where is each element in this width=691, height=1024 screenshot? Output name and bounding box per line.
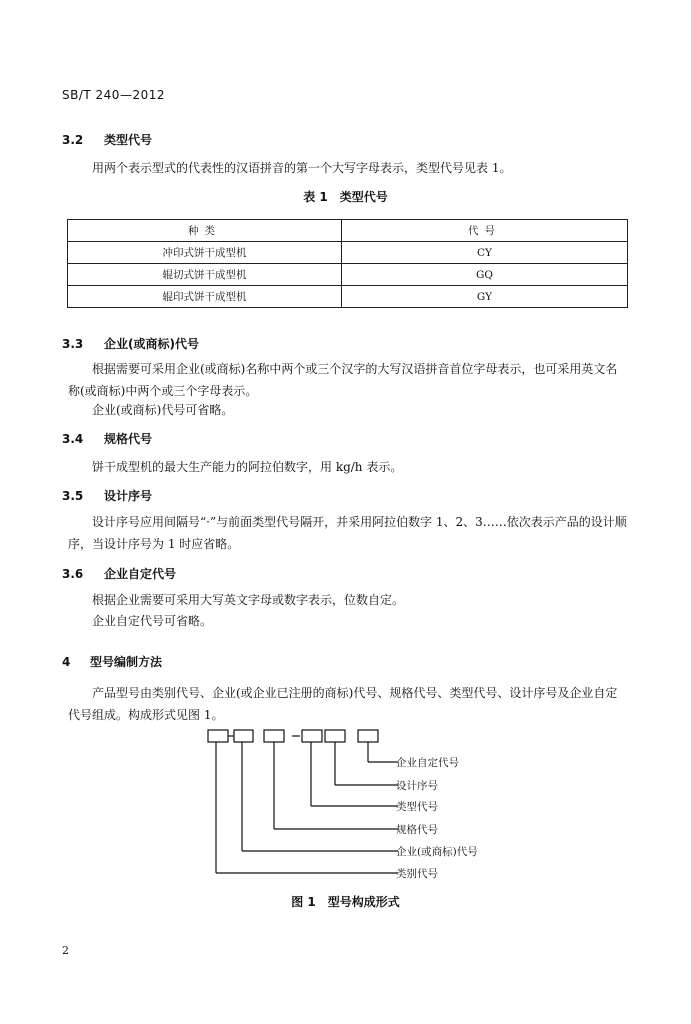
cell-kind: 辊印式饼干成型机	[68, 286, 342, 308]
cell-code: GY	[342, 286, 628, 308]
label-enterprise-code: 企业(或商标)代号	[396, 846, 478, 858]
label-design-serial: 设计序号	[396, 780, 438, 792]
table-header-row	[68, 220, 628, 242]
label-category-code: 类别代号	[396, 868, 438, 880]
design-serial-box	[325, 730, 345, 742]
section-3-3-body: 根据需要可采用企业(或商标)名称中两个或三个汉字的大写汉语拼音首位字母表示，也可采用英文名称(或商标)中两个或三个字母表示。	[68, 362, 618, 398]
section-number: 4	[62, 655, 71, 669]
cell-code: GQ	[342, 264, 628, 286]
section-title: 类型代号	[104, 133, 153, 147]
section-title: 企业自定代号	[104, 567, 177, 581]
section-title: 企业(或商标)代号	[104, 337, 199, 351]
section-3-2-heading	[62, 131, 152, 148]
label-custom-code: 企业自定代号	[396, 757, 459, 769]
section-title: 型号编制方法	[90, 655, 163, 669]
category-code-box	[208, 730, 228, 742]
cell-code: CY	[342, 242, 628, 264]
section-title: 设计序号	[104, 489, 153, 503]
label-type-code: 类型代号	[396, 801, 438, 813]
cell-kind: 辊切式饼干成型机	[68, 264, 342, 286]
section-4-body: 产品型号由类别代号、企业(或企业已注册的商标)代号、规格代号、类型代号、设计序号及企业自定代号组成。构成形式见图 1。	[68, 686, 618, 722]
section-3-6-heading	[62, 565, 176, 582]
section-number: 3.2	[62, 133, 84, 147]
spec-code-box	[264, 730, 284, 742]
section-3-3-heading	[62, 335, 199, 352]
section-3-3-note: 企业(或商标)代号可省略。	[92, 403, 234, 417]
section-3-6-body: 根据企业需要可采用大写英文字母或数字表示，位数自定。	[92, 593, 405, 607]
custom-code-box	[358, 730, 378, 742]
header-kind: 种类	[68, 220, 342, 242]
section-3-4-heading	[62, 430, 152, 447]
standard-code: SB/T 240—2012	[62, 88, 165, 102]
section-3-4-body: 饼干成型机的最大生产能力的阿拉伯数字，用 kg/h 表示。	[92, 460, 403, 474]
section-3-6-note: 企业自定代号可省略。	[92, 614, 213, 628]
model-structure-diagram	[200, 725, 400, 885]
section-number: 3.3	[62, 337, 84, 351]
section-4-heading	[62, 653, 162, 670]
enterprise-code-box	[234, 730, 253, 742]
page-number: 2	[62, 944, 69, 957]
section-3-5-body: 设计序号应用间隔号“·”与前面类型代号隔开，并采用阿拉伯数字 1、2、3……依次表示产品的设计顺序，当设计序号为 1 时应省略。	[68, 515, 627, 551]
figure-1-caption: 图 1 型号构成形式	[291, 895, 400, 909]
section-number: 3.6	[62, 567, 84, 581]
type-code-table	[67, 219, 628, 308]
section-number: 3.4	[62, 432, 84, 446]
type-code-box	[302, 730, 322, 742]
label-spec-code: 规格代号	[396, 824, 438, 836]
cell-kind: 冲印式饼干成型机	[68, 242, 342, 264]
section-number: 3.5	[62, 489, 84, 503]
table-row	[68, 264, 628, 286]
section-3-2-body: 用两个表示型式的代表性的汉语拼音的第一个大写字母表示，类型代号见表 1。	[92, 161, 512, 175]
section-3-5-heading	[62, 487, 152, 504]
header-code: 代号	[342, 220, 628, 242]
table-1-caption: 表 1 类型代号	[303, 190, 388, 204]
table-row	[68, 242, 628, 264]
section-title: 规格代号	[104, 432, 153, 446]
table-row	[68, 286, 628, 308]
